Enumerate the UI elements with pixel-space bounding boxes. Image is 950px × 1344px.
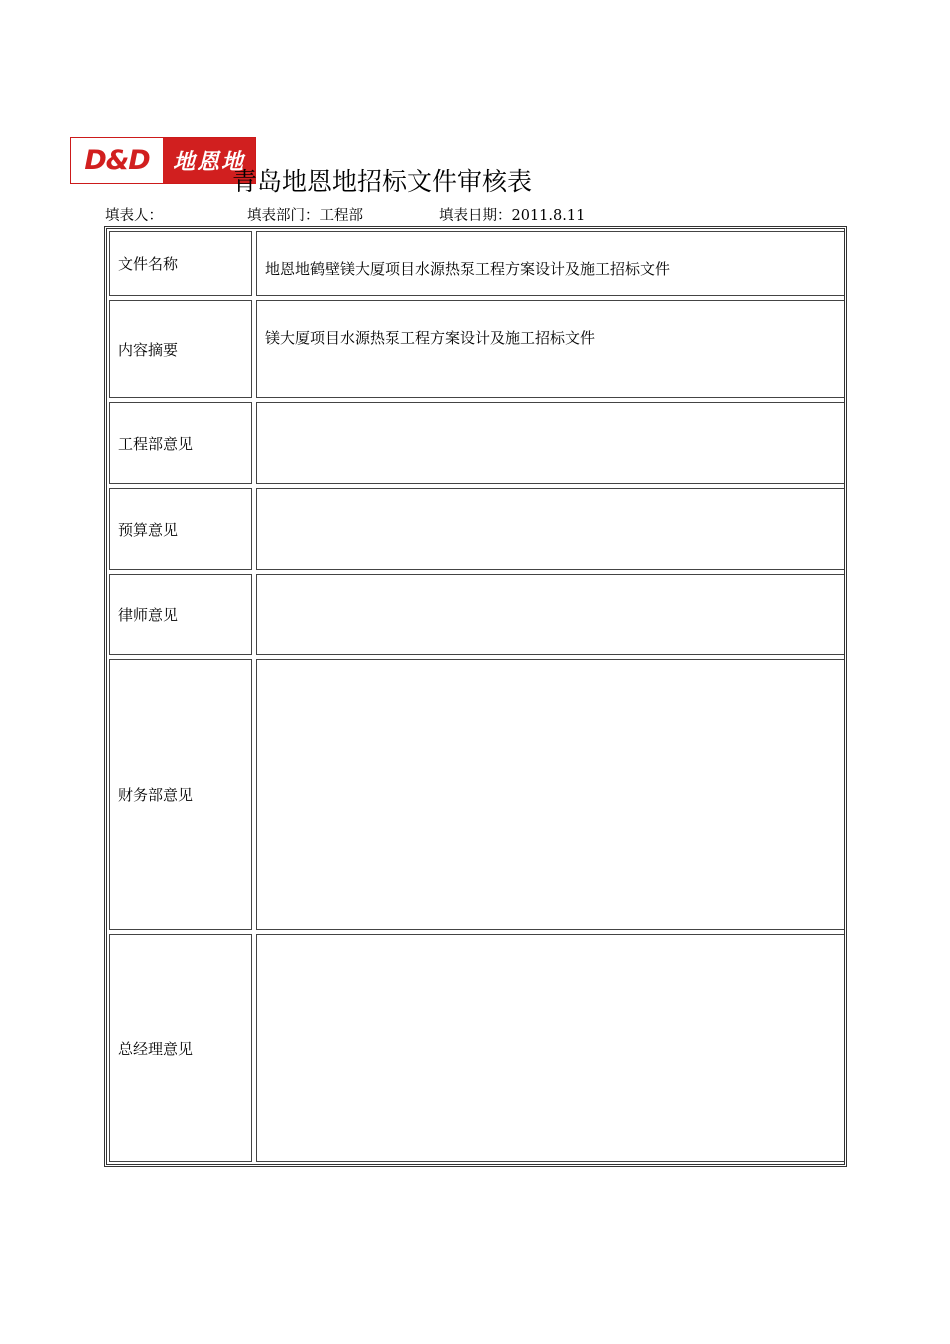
row-label: 预算意见: [109, 488, 252, 570]
table-row-engineering-opinion: [107, 400, 844, 486]
row-label: 财务部意见: [109, 659, 252, 930]
gm-opinion-cell[interactable]: [256, 934, 844, 1162]
file-name-value: 地恩地鹤壁镁大厦项目水源热泵工程方案设计及施工招标文件: [265, 260, 671, 278]
lawyer-opinion-cell[interactable]: [256, 574, 844, 655]
company-logo: [70, 137, 256, 184]
table-row-lawyer-opinion: [107, 572, 844, 657]
summary-value: 镁大厦项目水源热泵工程方案设计及施工招标文件: [265, 329, 596, 347]
table-row-summary: [107, 298, 844, 400]
row-label: 内容摘要: [109, 300, 252, 398]
table-row-file-name: [107, 229, 844, 298]
table-row-gm-opinion: [107, 932, 844, 1164]
budget-opinion-cell[interactable]: [256, 488, 844, 570]
row-label: 总经理意见: [109, 934, 252, 1162]
finance-opinion-cell[interactable]: [256, 659, 844, 930]
row-label: 律师意见: [109, 574, 252, 655]
review-form-table: [104, 226, 847, 1167]
department-label: 填表部门：工程部: [247, 208, 363, 224]
logo-chinese-name: 地恩地: [163, 138, 255, 183]
date-label: 填表日期：2011.8.11: [439, 208, 586, 224]
file-name-value-cell[interactable]: [256, 231, 844, 296]
table-row-budget-opinion: [107, 486, 844, 572]
row-label: 工程部意见: [109, 402, 252, 484]
engineering-opinion-cell[interactable]: [256, 402, 844, 484]
row-label: 文件名称: [109, 231, 252, 296]
page-title: 青岛地恩地招标文件审核表: [232, 167, 533, 196]
table-row-finance-opinion: [107, 657, 844, 932]
filler-label: 填表人：: [105, 208, 163, 224]
logo-initials: D&D: [84, 145, 150, 176]
summary-value-cell[interactable]: [256, 300, 844, 398]
